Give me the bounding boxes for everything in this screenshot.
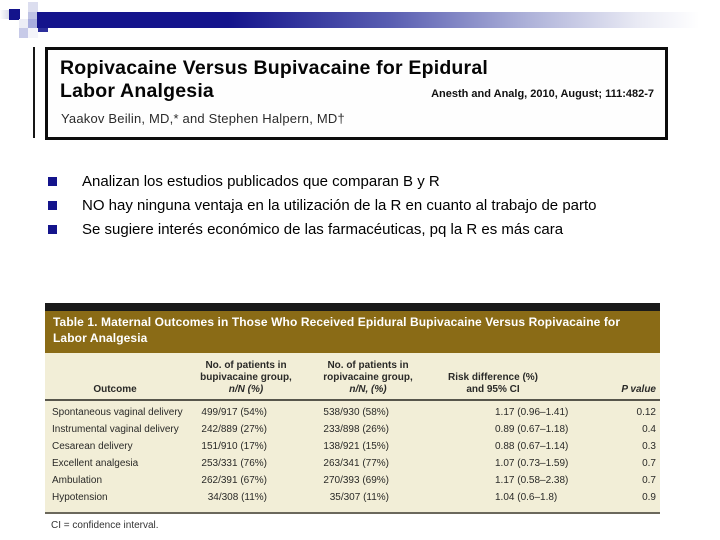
table-title-line1: Table 1. Maternal Outcomes in Those Who Received Epidural Bupivacaine Versus Ropivacaine for [53, 315, 621, 329]
header-line: n/N, (%) [349, 384, 387, 396]
table-row [45, 438, 660, 455]
bullet-item [48, 172, 668, 191]
bullet-square-icon [48, 177, 57, 186]
table-row [45, 421, 660, 438]
column-header-risk-difference [429, 372, 557, 396]
cell-bupivacaine: 253/331 (76%) [201, 458, 267, 470]
mosaic-square [28, 28, 38, 38]
cell-bupivacaine: 242/889 (27%) [201, 424, 267, 436]
column-header-outcome: Outcome [93, 384, 137, 396]
header-line: Risk difference (%) [447, 372, 539, 384]
header-line: and 95% CI [466, 384, 520, 396]
header-line: n/N (%) [228, 384, 264, 396]
table-title-line2: Labor Analgesia [53, 330, 148, 345]
paper-authors: Yaakov Beilin, MD,* and Stephen Halpern, MD† [61, 111, 345, 126]
bullet-square-icon [48, 225, 57, 234]
column-header-ropivacaine [307, 360, 429, 397]
cell-risk-difference: 0.88 (0.67–1.14) [495, 441, 569, 453]
top-gradient-bar [37, 12, 720, 28]
cell-pvalue: 0.3 [642, 441, 656, 453]
table-row [45, 404, 660, 421]
cell-pvalue: 0.7 [642, 475, 656, 487]
cell-ropivacaine: 233/898 (26%) [323, 424, 389, 436]
cell-risk-difference: 0.89 (0.67–1.18) [495, 424, 569, 436]
column-header-bupivacaine [185, 360, 307, 397]
bullet-text: NO hay ninguna ventaja en la utilización de la R en cuanto al trabajo de parto [82, 197, 597, 215]
cell-pvalue: 0.9 [642, 492, 656, 504]
column-header-pvalue: P value [621, 384, 656, 396]
header-line: No. of patients in [327, 359, 409, 371]
paper-title-line1: Ropivacaine Versus Bupivacaine for Epidural [60, 57, 488, 79]
scan-edge-line [33, 47, 35, 138]
table-row [45, 472, 660, 489]
cell-outcome: Instrumental vaginal delivery [52, 424, 179, 436]
cell-risk-difference: 1.17 (0.58–2.38) [495, 475, 569, 487]
cell-bupivacaine: 262/391 (67%) [201, 475, 267, 487]
mosaic-square [0, 10, 9, 19]
table-top-bar [45, 303, 660, 311]
cell-ropivacaine: 263/341 (77%) [323, 458, 389, 470]
table-body [45, 353, 660, 515]
outcomes-table [45, 303, 660, 531]
cell-outcome: Excellent analgesia [52, 458, 139, 470]
mosaic-square [38, 28, 48, 32]
cell-pvalue: 0.7 [642, 458, 656, 470]
bullet-list [48, 172, 668, 245]
mosaic-square [19, 28, 28, 38]
table-rows [45, 401, 660, 514]
cell-pvalue: 0.4 [642, 424, 656, 436]
cell-ropivacaine: 138/921 (15%) [323, 441, 389, 453]
cell-ropivacaine: 270/393 (69%) [323, 475, 389, 487]
table-row [45, 489, 660, 506]
cell-risk-difference: 1.17 (0.96–1.41) [495, 407, 569, 419]
cell-bupivacaine: 34/308 (11%) [207, 492, 267, 504]
journal-citation: Anesth and Analg, 2010, August; 111:482-7 [431, 88, 654, 100]
header-line: No. of patients in [205, 359, 287, 371]
cell-outcome: Ambulation [52, 475, 103, 487]
bullet-square-icon [48, 201, 57, 210]
cell-risk-difference: 1.07 (0.73–1.59) [495, 458, 569, 470]
cell-bupivacaine: 151/910 (17%) [201, 441, 267, 453]
cell-outcome: Hypotension [52, 492, 108, 504]
bullet-text: Analizan los estudios publicados que comparan B y R [82, 173, 440, 190]
table-title-band [45, 311, 660, 353]
table-header-row [45, 356, 660, 402]
table-footnote: CI = confidence interval. [45, 520, 660, 531]
cell-pvalue: 0.12 [636, 407, 656, 419]
cell-ropivacaine: 35/307 (11%) [329, 492, 389, 504]
cell-outcome: Cesarean delivery [52, 441, 133, 453]
cell-ropivacaine: 538/930 (58%) [323, 407, 389, 419]
cell-risk-difference: 1.04 (0.6–1.8) [495, 492, 558, 504]
mosaic-square [28, 2, 38, 12]
bullet-item [48, 196, 668, 215]
bullet-text: Se sugiere interés económico de las farmacéuticas, pq la R es más cara [82, 221, 564, 239]
mosaic-square [19, 19, 28, 28]
header-line: bupivacaine group, [200, 372, 292, 384]
paper-header-box [45, 47, 668, 140]
paper-title-line2: Labor Analgesia [60, 80, 214, 102]
cell-outcome: Spontaneous vaginal delivery [52, 407, 183, 419]
table-row [45, 455, 660, 472]
cell-bupivacaine: 499/917 (54%) [201, 407, 267, 419]
header-line: ropivacaine group, [323, 372, 413, 384]
bullet-item [48, 220, 668, 239]
